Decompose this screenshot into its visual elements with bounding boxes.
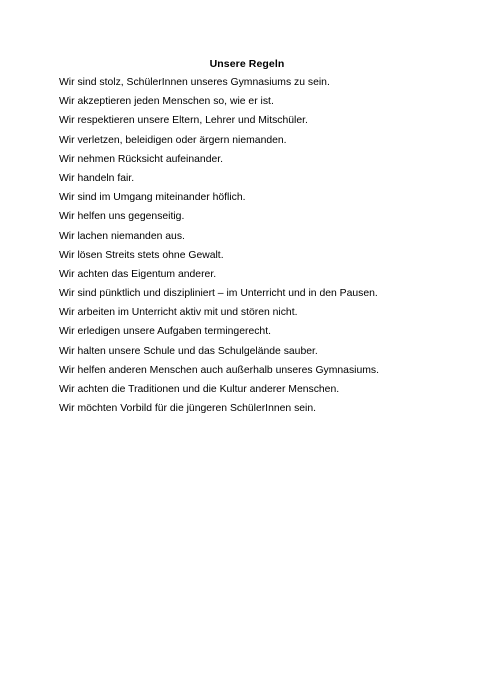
list-item: Wir helfen uns gegenseitig. [59, 211, 185, 223]
list-item: Wir sind stolz, SchülerInnen unseres Gymnasiums zu sein. [59, 77, 330, 88]
list-item: Wir erledigen unsere Aufgaben termingerecht. [59, 326, 271, 338]
list-item: Wir arbeiten im Unterricht aktiv mit und stören nicht. [59, 307, 298, 319]
list-item: Wir sind pünktlich und diszipliniert – im Unterricht und in den Pausen. [59, 288, 378, 300]
list-item: Wir respektieren unsere Eltern, Lehrer und Mitschüler. [59, 115, 308, 127]
list-item: Wir akzeptieren jeden Menschen so, wie er ist. [59, 96, 274, 108]
list-item: Wir helfen anderen Menschen auch außerhalb unseres Gymnasiums. [59, 364, 379, 376]
list-item: Wir nehmen Rücksicht aufeinander. [59, 153, 224, 165]
list-item: Wir halten unsere Schule und das Schulgelände sauber. [59, 345, 318, 357]
list-item: Wir achten die Traditionen und die Kultur anderer Menschen. [59, 384, 340, 395]
list-item: Wir achten das Eigentum anderer. [59, 268, 217, 280]
page-title: Unsere Regeln [209, 58, 285, 70]
list-item: Wir sind im Umgang miteinander höflich. [59, 192, 246, 204]
list-item: Wir handeln fair. [59, 172, 135, 184]
list-item: Wir lachen niemanden aus. [59, 230, 185, 242]
rules-list [59, 76, 479, 421]
list-item: Wir lösen Streits stets ohne Gewalt. [59, 249, 224, 261]
list-item: Wir verletzen, beleidigen oder ärgern niemanden. [59, 134, 287, 146]
list-item: Wir möchten Vorbild für die jüngeren SchülerInnen sein. [59, 403, 317, 415]
